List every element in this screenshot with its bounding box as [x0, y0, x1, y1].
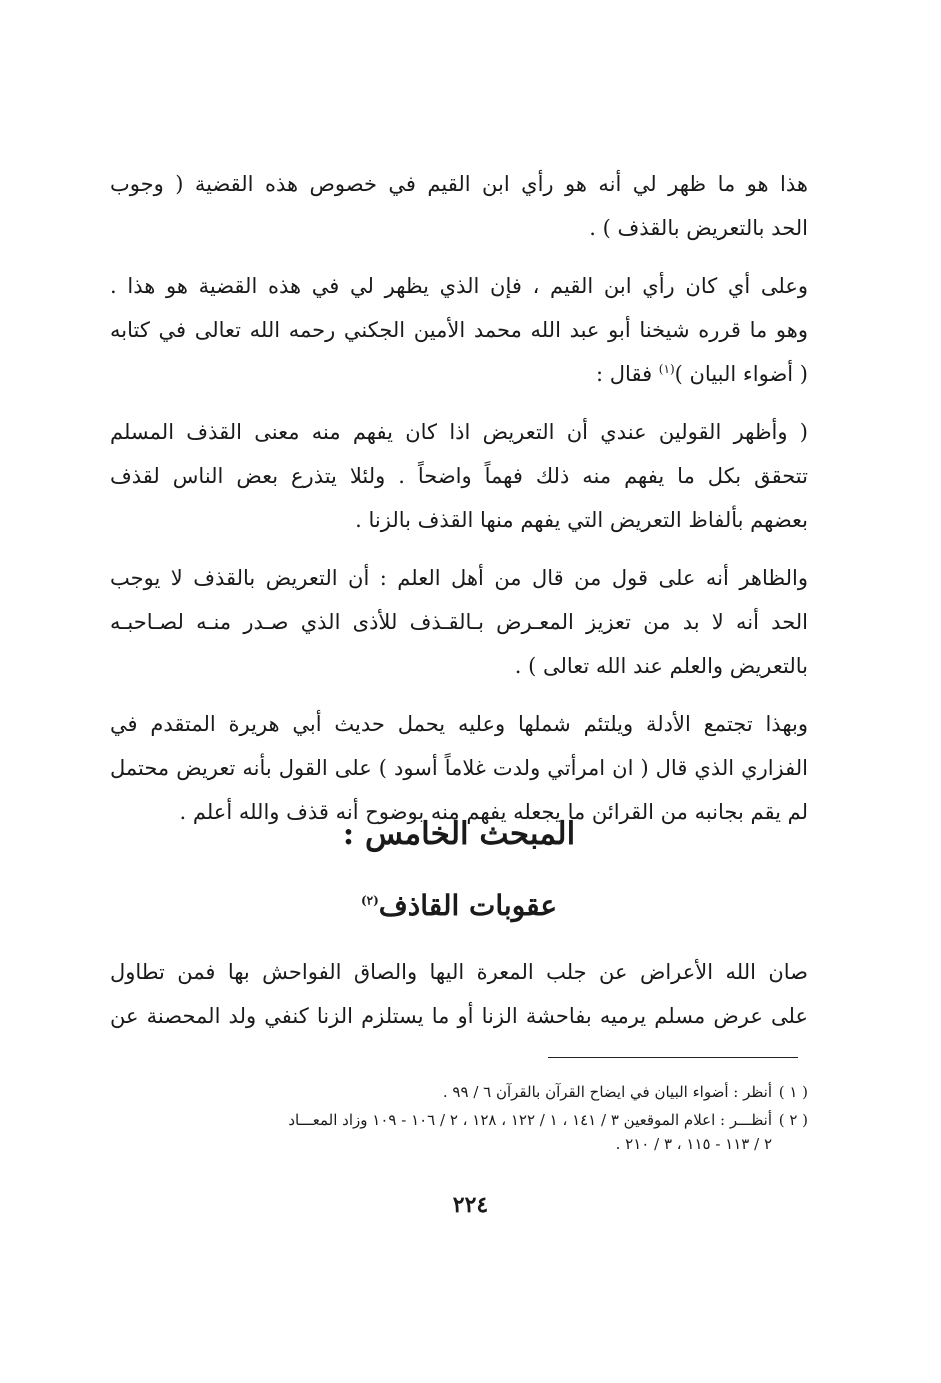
paragraph-line: على عرض مسلم يرميه بفاحشة الزنا أو ما يستلزم الزنا كنفي ولد المحصنة عن: [110, 1004, 808, 1028]
paragraph-line: تتحقق بكل ما يفهم منه ذلك فهماً واضحاً . ولئلا يتذرع بعض الناس لقذف: [110, 464, 808, 488]
paragraph-line: بعضهم بألفاظ التعريض التي يفهم منها القذف بالزنا .: [355, 508, 808, 532]
footnote-text: [110, 1080, 772, 1104]
paragraph-3: [110, 410, 808, 542]
footnote-1: [110, 1080, 808, 1104]
section-title-text: عقوبات القاذف: [378, 889, 558, 922]
paragraph-line: لم يقم بجانبه من القرائن ما يجعله يفهم منه بوضوح أنه قذف والله أعلم .: [179, 800, 808, 824]
footnote-number: ( ١ ): [778, 1083, 808, 1101]
paragraph-4: [110, 556, 808, 688]
footnote-line: ٢ / ١١٣ - ١١٥ ، ٣ / ٢١٠ .: [615, 1135, 772, 1153]
paragraph-line: ( وأظهر القولين عندي أن التعريض اذا كان يفهم منه معنى القذف المسلم: [110, 420, 808, 444]
paragraph-1: [110, 162, 808, 250]
paragraph-line: وهو ما قرره شيخنا أبو عبد الله محمد الأمين الجكني رحمه الله تعالى في كتابه: [110, 318, 808, 342]
footnote-ref-1[interactable]: (١): [658, 362, 675, 376]
paragraph-2: [110, 264, 808, 396]
footnote-2: [110, 1108, 808, 1156]
paragraph-line: صان الله الأعراض عن جلب المعرة اليها والصاق الفواحش بها فمن تطاول: [110, 960, 808, 984]
section-title: [110, 884, 808, 928]
paragraph-line: الحد بالتعريض بالقذف ) .: [589, 216, 808, 240]
paragraph-line-with-footnote: [110, 352, 808, 396]
footnote-ref-2[interactable]: (٢): [360, 893, 379, 908]
page-number: ٢٢٤: [452, 1192, 489, 1218]
footnote-number: ( ٢ ): [778, 1111, 808, 1129]
paragraph-tail: فقال :: [596, 362, 659, 386]
paragraph-line: هذا هو ما ظهر لي أنه هو رأي ابن القيم في خصوص هذه القضية ( وجوب: [110, 172, 808, 196]
closing-paragraph: [110, 950, 808, 1038]
footnotes: [110, 1080, 808, 1160]
footnote-line: أنظـــر : اعلام الموقعين ٣ / ١٤١ ، ١ / ١٢٢ ، ١٢٨ ، ٢ / ١٠٦ - ١٠٩ وزاد المعـــاد: [288, 1111, 772, 1129]
paragraph-line: بالتعريض والعلم عند الله تعالى ) .: [514, 654, 808, 678]
body-text: [110, 162, 808, 848]
paragraph-line: وعلى أي كان رأي ابن القيم ، فإن الذي يظهر لي في هذه القضية هو هذا .: [110, 274, 808, 298]
section-heading: المبحث الخامس :: [342, 816, 576, 852]
paragraph-line: وبهذا تجتمع الأدلة ويلتئم شملها وعليه يحمل حديث أبي هريرة المتقدم في: [110, 712, 808, 736]
paragraph-line: والظاهر أنه على قول من قال من أهل العلم : أن التعريض بالقذف لا يوجب: [110, 566, 808, 590]
closing-text: [110, 950, 808, 1052]
paragraph-line: الفزاري الذي قال ( ان امرأتي ولدت غلاماً أسود ) على القول بأنه تعريض محتمل: [110, 756, 808, 780]
paragraph-line: الحد أنه لا بد من تعزيز المعـرض بـالقـذف للأذى الذي صـدر منـه لصـاحبـه: [110, 610, 808, 634]
footnote-text: [110, 1108, 772, 1156]
footnote-line: أنظر : أضواء البيان في ايضاح القرآن بالقرآن ٦ / ٩٩ .: [442, 1083, 772, 1101]
book-title: ( أضواء البيان ): [674, 362, 808, 386]
footnote-divider: [548, 1057, 798, 1058]
